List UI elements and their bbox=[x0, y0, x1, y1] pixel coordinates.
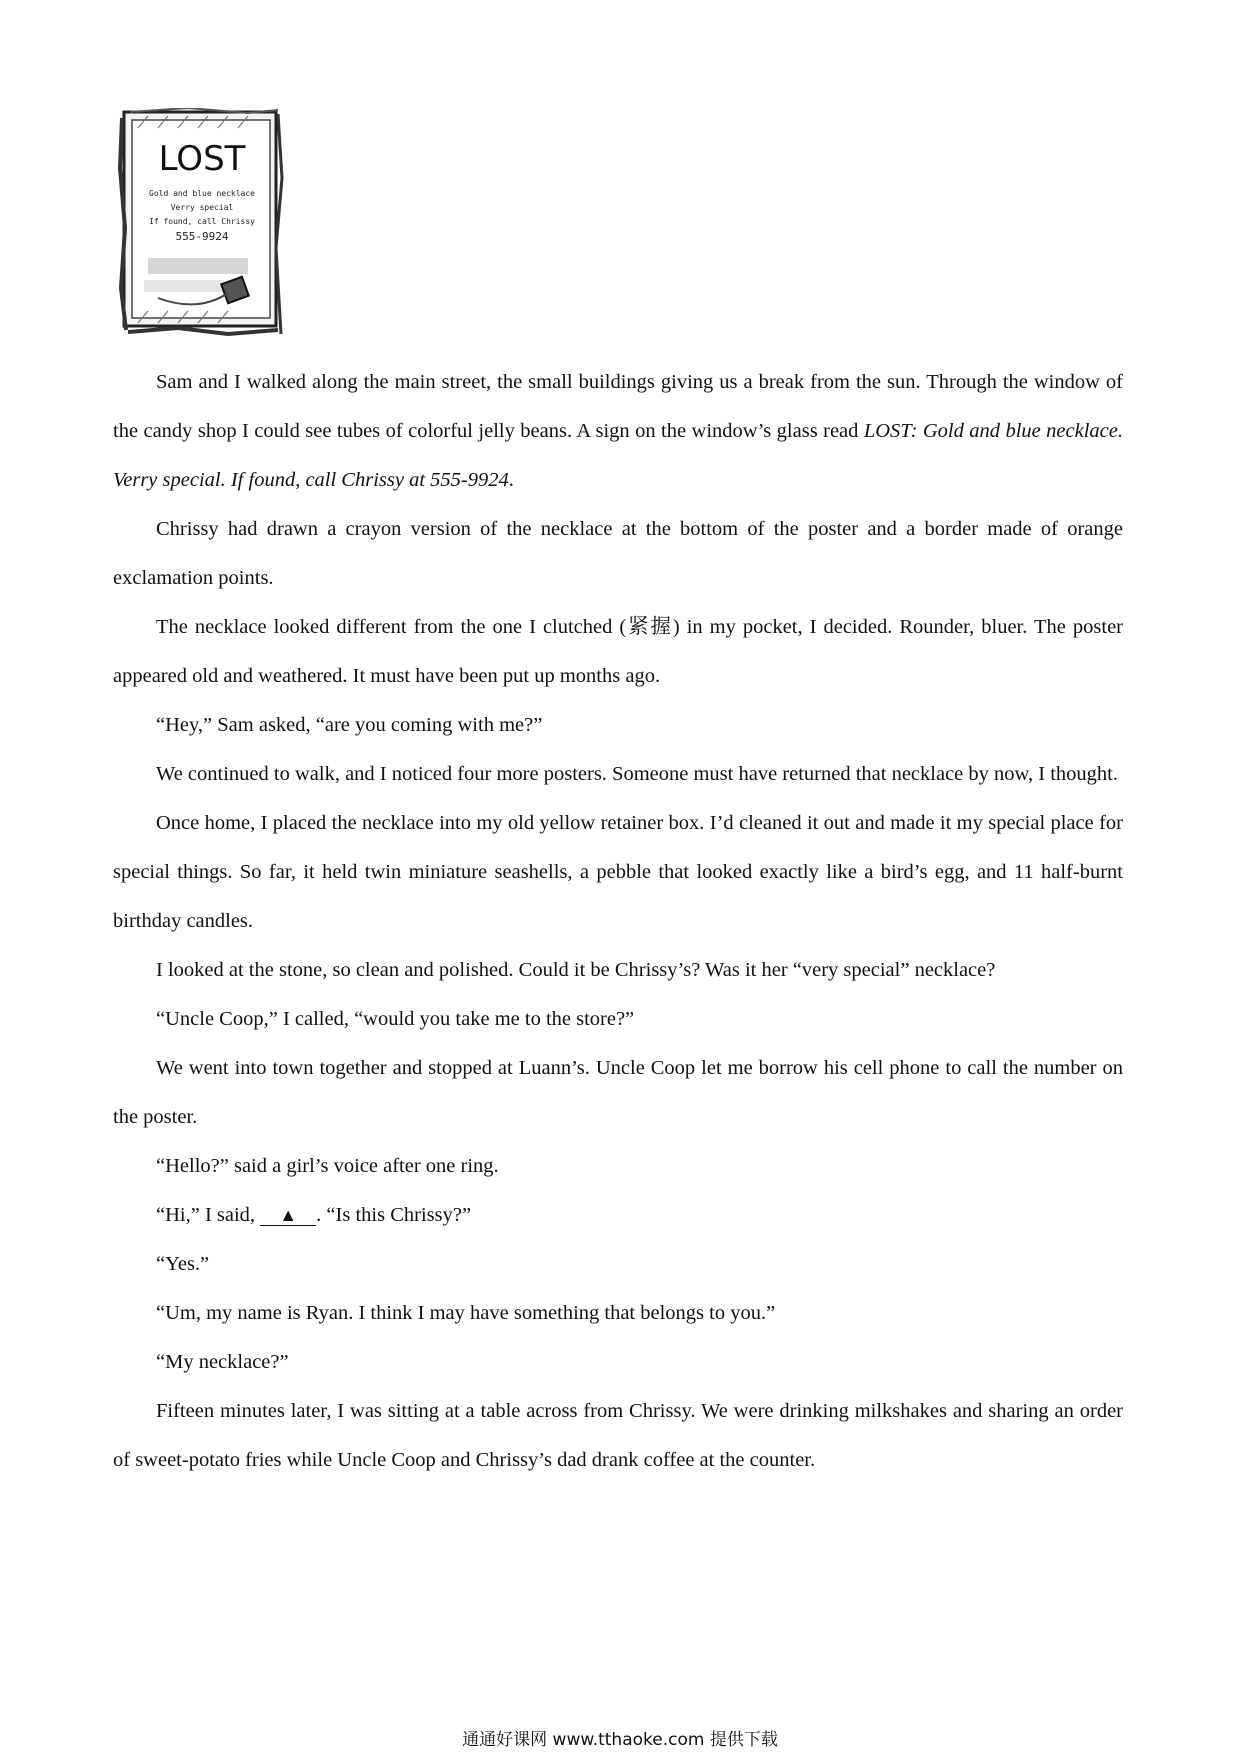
poster-quote: LOST: Gold and blue necklace. Verry special. If found, call Chrissy at 555-9924 bbox=[113, 420, 1123, 491]
paragraph-7: I looked at the stone, so clean and polished. Could it be Chrissy’s? Was it her “very special” necklace? bbox=[156, 959, 996, 981]
paragraph-1-text: Sam and I walked along the main street, the small buildings giving us a break from the sun. Through the window of the candy shop I could see tubes of colorful jelly beans. A sign on the window’s glass read bbox=[113, 371, 1123, 442]
paragraph-14: “My necklace?” bbox=[156, 1351, 289, 1373]
answer-blank: ▲ bbox=[260, 1205, 316, 1226]
story-text bbox=[113, 358, 1123, 1485]
paragraph-11 bbox=[113, 1191, 1123, 1240]
paragraph-1 bbox=[113, 358, 1123, 505]
paragraph-5: We continued to walk, and I noticed four more posters. Someone must have returned that necklace by now, I thought. bbox=[156, 763, 1118, 785]
paragraph-3: The necklace looked different from the one I clutched (紧握) in my pocket, I decided. Rounder, bluer. The poster appeared old and weathered. It must have been put up months ago. bbox=[113, 616, 1123, 687]
poster-heading: LOST bbox=[158, 139, 246, 179]
paragraph-10: “Hello?” said a girl’s voice after one ring. bbox=[156, 1155, 499, 1177]
poster-line-4: 555-9924 bbox=[175, 230, 229, 243]
paragraph-12: “Yes.” bbox=[156, 1253, 210, 1275]
paragraph-9: We went into town together and stopped at Luann’s. Uncle Coop let me borrow his cell phone to call the number on the poster. bbox=[113, 1057, 1123, 1128]
paragraph-15: Fifteen minutes later, I was sitting at a table across from Chrissy. We were drinking milkshakes and sharing an order of sweet-potato fries while Uncle Coop and Chrissy’s dad drank coffee at the counter. bbox=[113, 1400, 1123, 1471]
paragraph-13: “Um, my name is Ryan. I think I may have something that belongs to you.” bbox=[156, 1302, 776, 1324]
paragraph-11-after: . “Is this Chrissy?” bbox=[316, 1204, 472, 1226]
paragraph-8: “Uncle Coop,” I called, “would you take me to the store?” bbox=[156, 1008, 635, 1030]
poster-line-2: Verry special bbox=[170, 203, 234, 212]
paragraph-1-end: . bbox=[508, 469, 514, 491]
paragraph-11-before: “Hi,” I said, bbox=[156, 1204, 261, 1226]
paragraph-4: “Hey,” Sam asked, “are you coming with me?” bbox=[156, 714, 543, 736]
paragraph-2: Chrissy had drawn a crayon version of the necklace at the bottom of the poster and a border made of orange exclamation points. bbox=[113, 518, 1123, 589]
poster-line-1: Gold and blue necklace bbox=[149, 189, 255, 198]
page-footer: 通通好课网 www.tthaoke.com 提供下载 bbox=[462, 1730, 778, 1750]
poster-line-3: If found, call Chrissy bbox=[149, 217, 255, 226]
lost-poster-illustration bbox=[118, 108, 286, 338]
paragraph-6: Once home, I placed the necklace into my old yellow retainer box. I’d cleaned it out and made it my special place for special things. So far, it held twin miniature seashells, a pebble that looked exactly like a bird’s egg, and 11 half-burnt birthday candles. bbox=[113, 812, 1123, 932]
